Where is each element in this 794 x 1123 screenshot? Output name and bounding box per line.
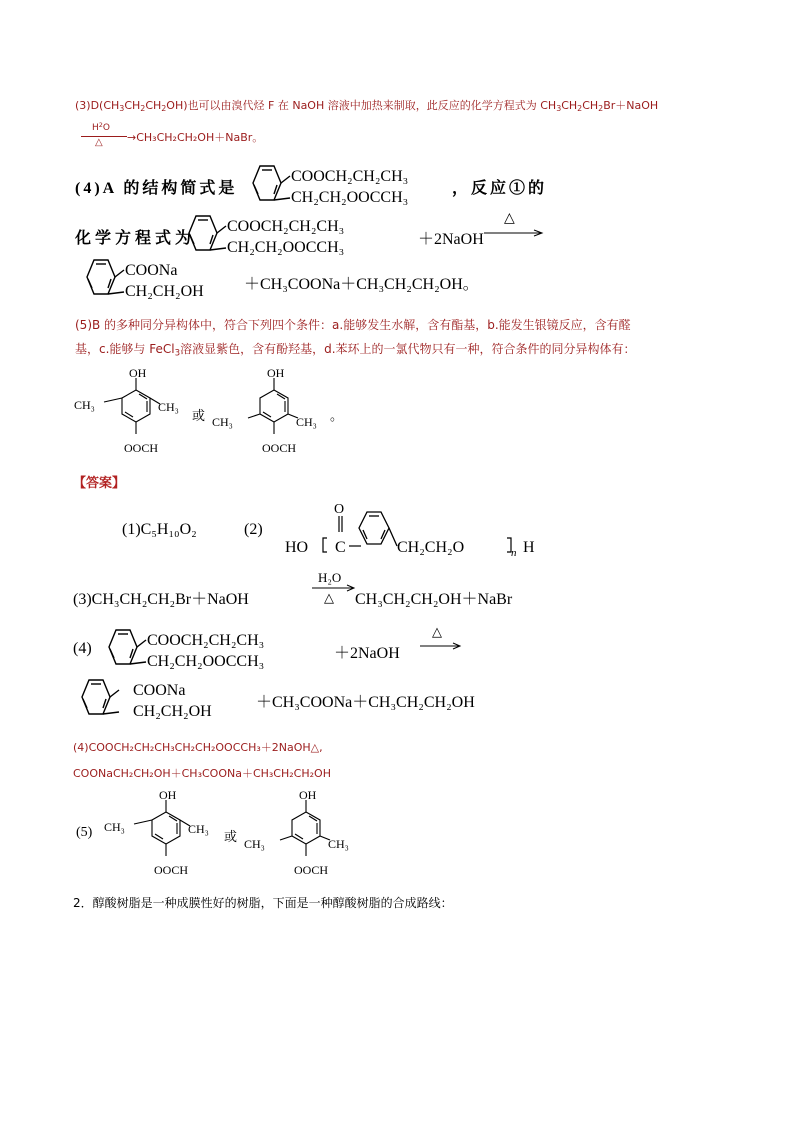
sol5-or: 或 bbox=[192, 408, 206, 423]
sol4-line1b: ，反应①的 bbox=[452, 180, 548, 197]
a4-prod-bottom-label: CH₂CH₂OH bbox=[133, 703, 212, 720]
sol5-isomer-1 bbox=[74, 366, 194, 462]
sol4-line2a: 化学方程式为 bbox=[75, 230, 196, 247]
answer-1: (1)C₅H₁₀O₂ bbox=[122, 521, 197, 538]
struct-bottom-label: CH₂CH₂OOCCH₃ bbox=[291, 189, 409, 206]
reactant-bottom-label: CH₂CH₂OOCCH₃ bbox=[227, 239, 345, 256]
oocH-label: OOCH bbox=[294, 863, 329, 877]
ch3-label-right: CH₃ bbox=[328, 837, 349, 851]
answer-4-prod-rest: ＋CH₃COONa＋CH₃CH₂CH₂OH bbox=[256, 694, 475, 711]
benzene-ring-icon bbox=[253, 166, 290, 200]
heat-icon: △ bbox=[324, 590, 334, 605]
sol4-arrow bbox=[482, 210, 548, 240]
polymer-chain-label: CH₂CH₂O bbox=[397, 539, 465, 556]
ch3-label-left: CH₃ bbox=[104, 820, 125, 834]
answer-3-lhs: (3)CH₃CH₂CH₂Br＋NaOH bbox=[73, 591, 249, 608]
answer-5-isomer-2 bbox=[244, 788, 364, 884]
sol3-arrow-top: $H^2O$ bbox=[92, 121, 110, 134]
oocH-label: OOCH bbox=[262, 441, 297, 455]
answer-3-rhs: CH₃CH₂CH₂OH＋NaBr bbox=[355, 591, 513, 608]
sol4-reagent: ＋2NaOH bbox=[418, 231, 484, 248]
reactant-top-label: COOCH₂CH₂CH₃ bbox=[227, 218, 345, 235]
ch3-label-right: CH₃ bbox=[158, 400, 179, 414]
ho-label: HO bbox=[285, 539, 309, 556]
product-bottom-label: CH₂CH₂OH bbox=[125, 283, 204, 300]
triangle-icon: △ bbox=[504, 211, 515, 226]
answer-2-polymer bbox=[285, 500, 545, 560]
heat-icon: △ bbox=[432, 624, 442, 639]
sol5-line2: 基，c.能够与 FeCl$_3$溶液显紫色，含有酚羟基，d.苯环上的一氯代物只有一种，符合条件的同分异构体有： bbox=[75, 342, 636, 359]
polymer-n-label: n bbox=[511, 547, 517, 559]
ch3-label-left: CH₃ bbox=[74, 398, 95, 412]
answer-tag: 【答案】 bbox=[73, 476, 126, 491]
benzene-ring-icon bbox=[280, 800, 330, 856]
oh-label: OH bbox=[267, 366, 285, 380]
sol5-isomer-2 bbox=[212, 366, 332, 462]
benzene-ring-icon bbox=[82, 680, 119, 714]
carbonyl-c-label: C bbox=[335, 539, 346, 556]
benzene-ring-icon bbox=[134, 800, 190, 856]
h2o-label: H₂O bbox=[318, 570, 342, 585]
a4-bottom-label: CH₂CH₂OOCCH₃ bbox=[147, 653, 265, 670]
benzene-ring-icon bbox=[104, 378, 160, 434]
sol4-product-rest: ＋CH₃COONa＋CH₃CH₂CH₂OH。 bbox=[244, 276, 479, 293]
answer-2-label: (2) bbox=[244, 521, 263, 538]
sol3-line1: $(3)D(CH_3CH_2CH_2OH)$也可以由溴代烃 F 在 NaOH 溶液中加热来制取，此反应的化学方程式为 $CH_3CH_2CH_2Br+NaOH$ bbox=[75, 99, 659, 114]
struct-top-label: COOCH₂CH₂CH₃ bbox=[291, 168, 409, 185]
sol4-reactant bbox=[180, 212, 390, 262]
benzene-ring-icon bbox=[248, 378, 298, 434]
answer-5-or: 或 bbox=[224, 829, 238, 844]
a4-top-label: COOCH₂CH₂CH₃ bbox=[147, 632, 265, 649]
benzene-ring-icon bbox=[87, 260, 124, 294]
oocH-label: OOCH bbox=[124, 441, 159, 455]
oh-label: OH bbox=[159, 788, 177, 802]
carbonyl-o-label: O bbox=[334, 502, 345, 517]
sol5-line1: (5)B 的多种同分异构体中，符合下列四个条件：a.能够发生水解，含有酯基，b.能发生银镜反应，含有醛 bbox=[75, 318, 631, 332]
benzene-ring-icon bbox=[189, 216, 226, 250]
oh-label: OH bbox=[299, 788, 317, 802]
answer-4-label: (4) bbox=[73, 640, 92, 657]
answer-4-reactant bbox=[100, 626, 330, 676]
sol3-product: →CH₃CH₂CH₂OH＋NaBr。 bbox=[127, 131, 264, 144]
ch3-label-right: CH₃ bbox=[296, 415, 317, 429]
sol3-arrow-bottom: △ bbox=[95, 137, 103, 148]
sol4-structure-A bbox=[244, 162, 454, 212]
ch3-label-left: CH₃ bbox=[212, 415, 233, 429]
sol3-line2 bbox=[77, 121, 297, 151]
ch3-label-right: CH₃ bbox=[188, 822, 209, 836]
benzene-ring-icon bbox=[109, 630, 146, 664]
answer-4-arrow bbox=[418, 624, 466, 654]
oh-label: OH bbox=[129, 366, 147, 380]
ch3-label-left: CH₃ bbox=[244, 837, 265, 851]
benzene-ring-icon bbox=[359, 512, 397, 546]
oocH-label: OOCH bbox=[154, 863, 189, 877]
answer-4-red1: (4)COOCH₂CH₂CH₃CH₂CH₂OOCCH₃＋2NaOH△, bbox=[73, 741, 323, 754]
sol3-arrow-line bbox=[81, 136, 127, 137]
answer-4-red2: COONaCH₂CH₂OH＋CH₃COONa＋CH₃CH₂CH₂OH bbox=[73, 767, 331, 780]
product-top-label: COONa bbox=[125, 262, 178, 279]
question-2: 2．醇酸树脂是一种成膜性好的树脂，下面是一种醇酸树脂的合成路线： bbox=[73, 896, 453, 910]
a4-prod-top-label: COONa bbox=[133, 682, 186, 699]
sol5-end: 。 bbox=[330, 408, 344, 423]
terminal-h-label: H bbox=[523, 539, 535, 556]
answer-5-label: (5) bbox=[76, 825, 93, 840]
answer-5-isomer-1 bbox=[104, 788, 224, 884]
answer-4-product bbox=[73, 676, 253, 726]
answer-4-reagent: ＋2NaOH bbox=[334, 645, 400, 662]
answer-3-arrow bbox=[310, 568, 358, 604]
sol4-line1a: (4)A 的结构简式是 bbox=[75, 180, 238, 197]
sol4-product bbox=[78, 256, 258, 306]
